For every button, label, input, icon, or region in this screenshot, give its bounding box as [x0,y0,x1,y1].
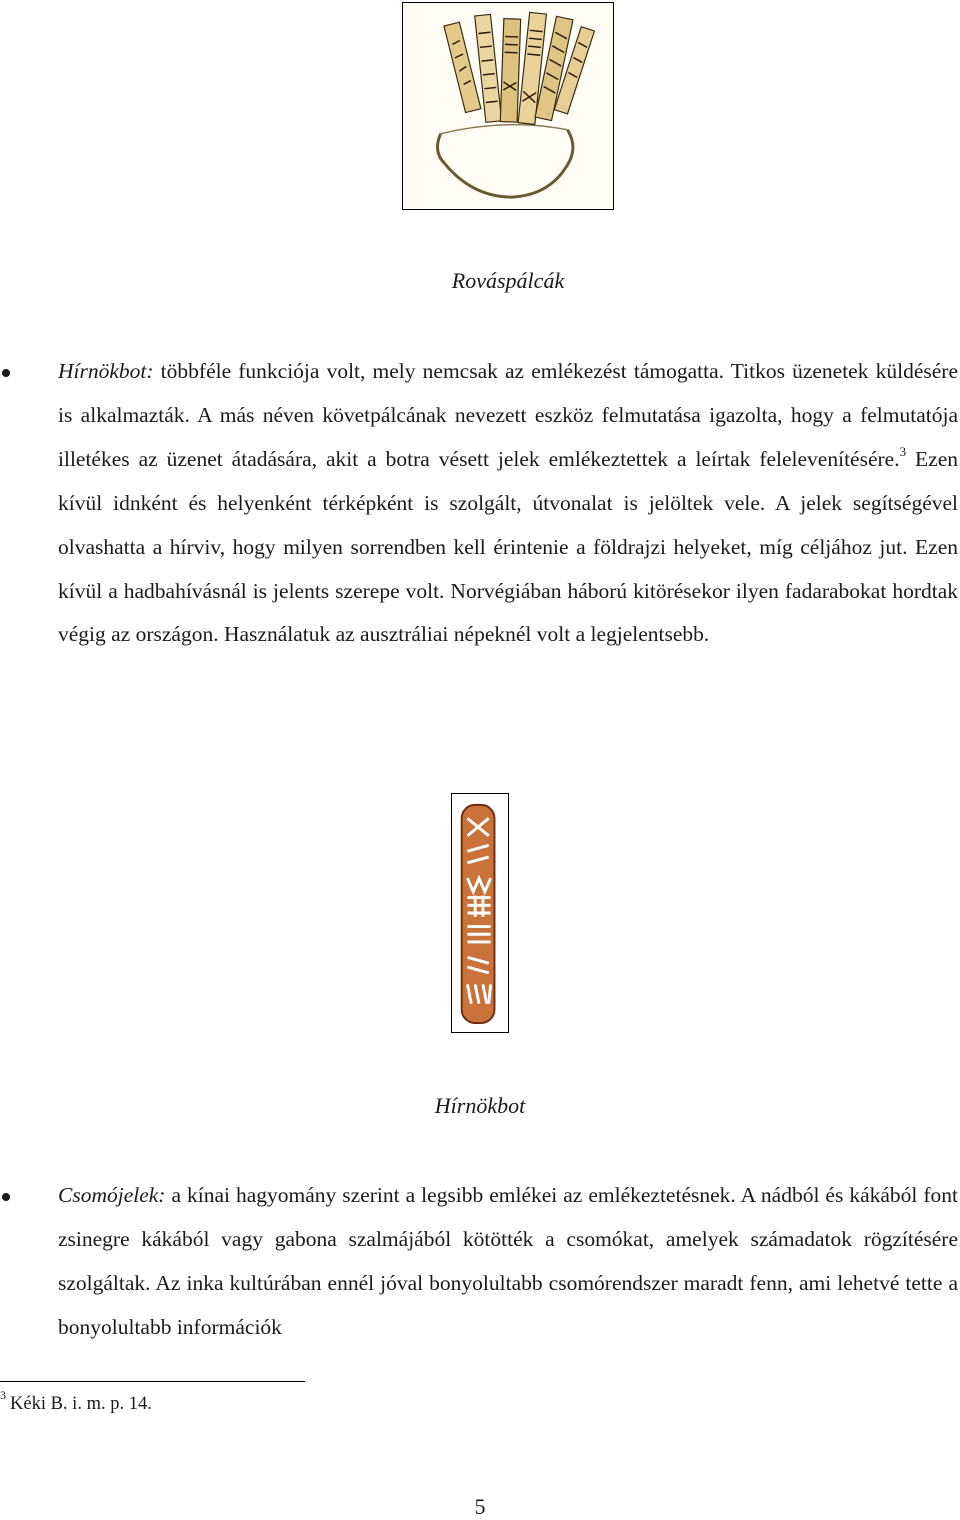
footnote-number: 3 [0,1387,6,1402]
bullet-icon [2,369,10,377]
herald-stick-icon [452,794,508,1032]
rovas-sticks-figure [402,2,614,210]
figure-caption-hirnokbot: Hírnökbot [434,1093,526,1118]
paragraph-text: a kínai hagyomány szerint a legsibb emlékei az emlékeztetésnek. A nádból és kákából font zsinegre kákából vagy gabona szalmájából kötötték a csomókat, amelyek számadatok rögzítésére szolgáltak. Az inka kultúrában ennél jóval bonyolultabb csomórendszer maradt fenn, ami lehetvé tette a bonyolultabb információk [58,1183,958,1339]
paragraph-text-continued: Ezen kívül idnként és helyenként térképként is szolgált, útvonalat is jelöltek vele. A jelek segítségével olvashatta a hírviv, hogy milyen sorrendben kell érintenie a földrajzi helyeket, míg céljához jut. Ezen kívül a hadbahívásnál is jelents szerepe volt. Norvégiában háború kitörésekor ilyen fadarabokat hordtak végig az országon. Használatuk az ausztráliai népeknél volt a legjelentsebb. [58,446,958,647]
term-hirnokbot: Hírnökbot: [58,359,154,383]
footnote-reference[interactable]: 3 [899,443,907,459]
footnote-divider [0,1381,305,1382]
paragraph-text: többféle funkciója volt, mely nemcsak az emlékezést támogatta. Titkos üzenetek küldésére is alkalmazták. A más néven követpálcának nevezett eszköz felmutatása igazolta, hogy a felmutatója illetékes az üzenet átadására, akit a botra vésett jelek emlékeztettek a leírtak felelevenítésére. [58,359,958,471]
paragraph-csomojelek [58,1174,958,1350]
footnote-text: Kéki B. i. m. p. 14. [10,1394,152,1414]
term-csomojelek: Csomójelek: [58,1183,166,1207]
herald-stick-figure [451,793,509,1033]
bullet-icon [2,1193,10,1201]
footnote [0,1387,152,1415]
rovas-sticks-icon [403,3,613,209]
figure-caption-rovaspalcak: Rováspálcák [451,268,565,293]
paragraph-hirnokbot [58,350,958,657]
page-number: 5 [474,1494,486,1519]
